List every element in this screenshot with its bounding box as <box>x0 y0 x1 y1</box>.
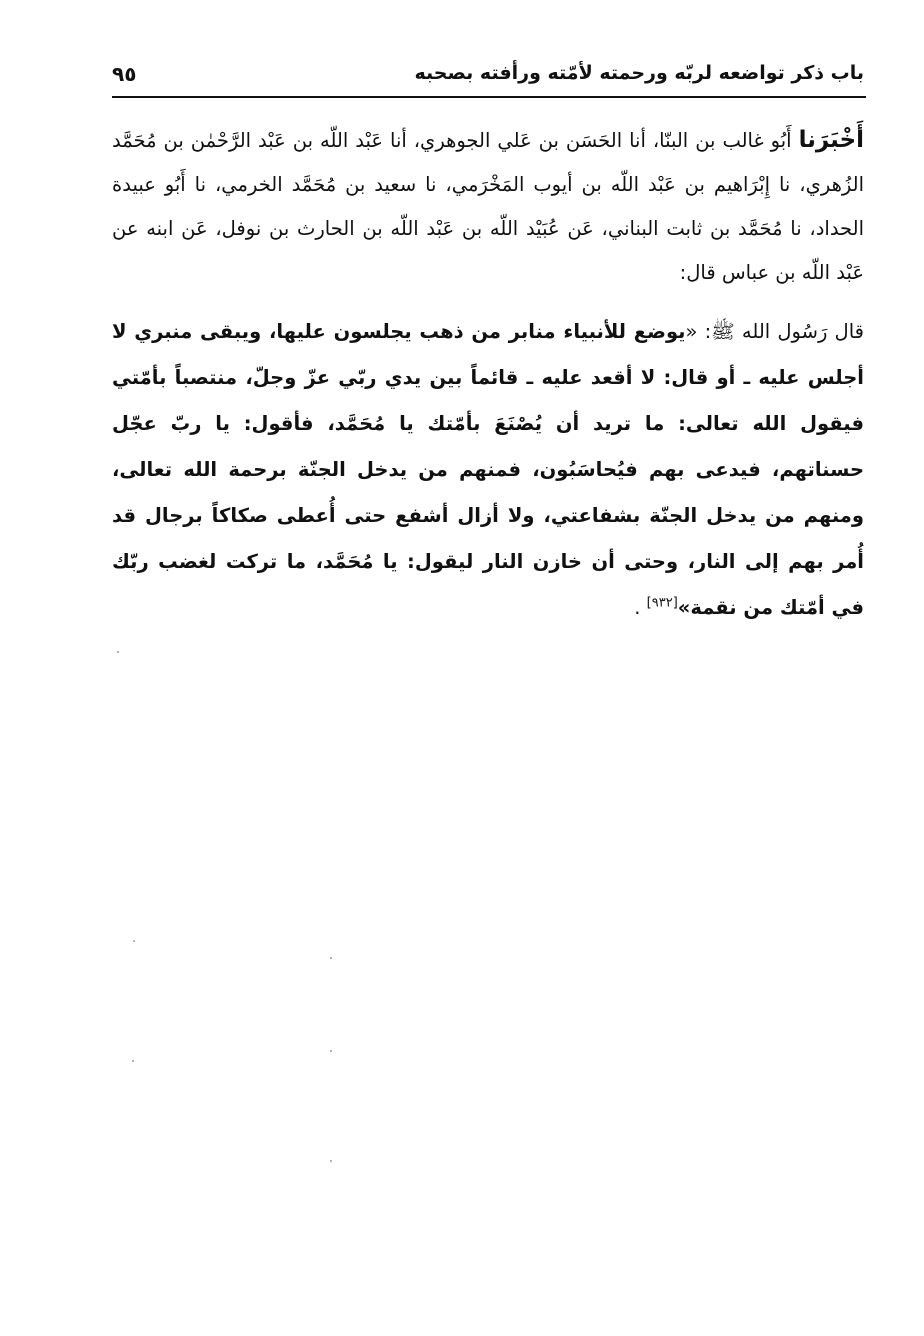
scan-speck <box>133 940 135 942</box>
page-number: ٩٥ <box>112 62 137 86</box>
hadith-text: يوضع للأنبياء منابر من ذهب يجلسون عليها، ويبقى منبري لا أجلس عليه ـ أو قال: لا أقعد عليه ـ قائماً بين يدي ربّي عزّ وجلّ، منتصباً بأمّتي فيقول الله تعالى: ما تريد أن يُصْنَعَ بأمّتك يا مُحَمَّد، فأقول: يا ربّ عجّل حسناتهم، فيدعى بهم فيُحاسَبُون، فمنهم من يدخل الجنّة برحمة الله تعالى، ومنهم من يدخل الجنّة بشفاعتي، ولا أزال أشفع حتى أُعطى صكاكاً برجال قد أُمر بهم إلى النار، وحتى أن خازن النار ليقول: يا مُحَمَّد، ما تركت لغضب ربّك في أمّتك من نقمة <box>112 320 864 619</box>
scan-speck <box>330 1160 332 1162</box>
running-header <box>112 60 864 94</box>
final-stop: . <box>634 596 641 619</box>
isnad-opening-word: أَخْبَرَنا <box>798 127 864 153</box>
scan-speck <box>330 957 332 959</box>
hadith-intro: قال رَسُول الله ﷺ: « <box>685 320 864 343</box>
isnad-chain-text: أَبُو غالب بن البنّا، أنا الحَسَن بن عَلي الجوهري، أنا عَبْد اللّه بن عَبْد الرَّحْمٰن بن مُحَمَّد الزُهري، نا إِبْرَاهيم بن عَبْد اللّه بن أيوب المَخْرَمي، نا سعيد بن مُحَمَّد الخرمي، نا أَبُو عبيدة الحداد، نا مُحَمَّد بن ثابت البناني، عَن عُبَيْد اللّه بن عَبْد اللّه بن الحارث بن نوفل، عَن ابنه عن عَبْد اللّه بن عباس قال: <box>112 129 864 284</box>
isnad-paragraph <box>112 118 864 295</box>
scan-speck <box>132 1060 134 1062</box>
hadith-close-quote: » <box>677 596 691 619</box>
footnote-reference: [٩٣٢] <box>646 595 678 611</box>
header-rule <box>112 96 866 98</box>
hadith-paragraph <box>112 309 864 631</box>
scan-speck <box>330 1050 332 1052</box>
scan-speck <box>117 651 119 653</box>
main-text <box>112 118 864 631</box>
chapter-running-title: باب ذكر تواضعه لربّه ورحمته لأمّته ورأفته بصحبه <box>414 62 864 84</box>
